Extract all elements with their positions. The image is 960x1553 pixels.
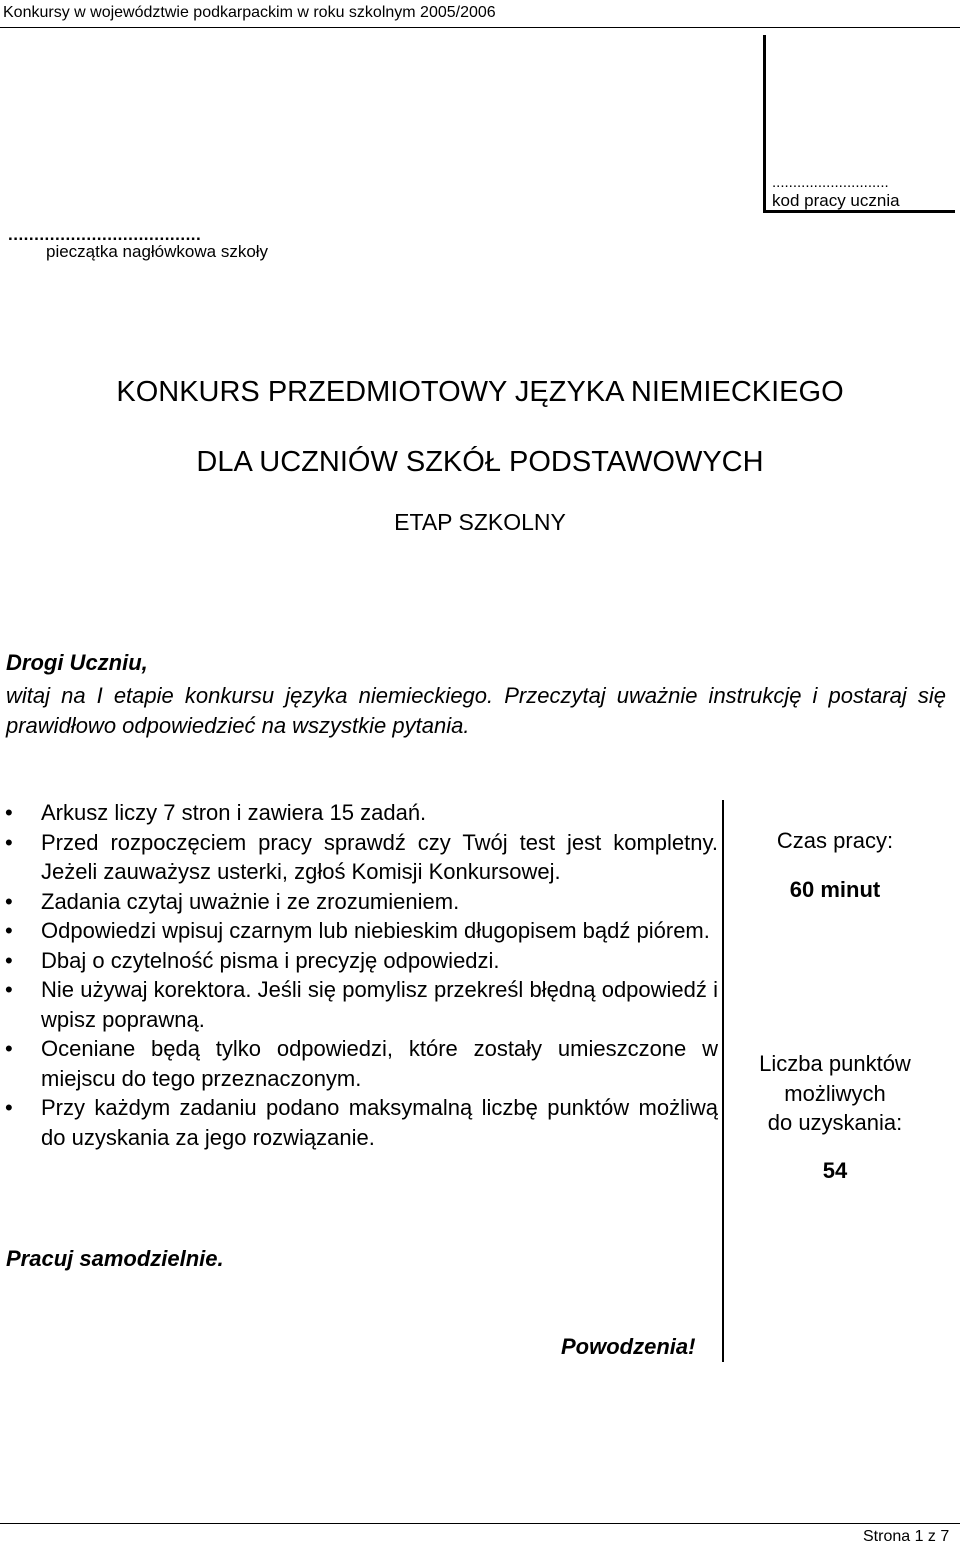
points-label [730,1049,940,1138]
rules-list [0,798,718,1152]
title-line-1: KONKURS PRZEDMIOTOWY JĘZYKA NIEMIECKIEGO [116,376,844,408]
rule-item: • Nie używaj korektora. Jeśli się pomylisz przekreśl błędną odpowiedź i wpisz poprawną. [0,975,718,1034]
page-number: Strona 1 z 7 [863,1528,950,1545]
good-luck-note: Powodzenia! [561,1334,696,1359]
vertical-divider [722,800,724,1362]
code-box-dots: ............................ [772,174,889,191]
points-value: 54 [822,1158,848,1183]
code-box-left-border [763,35,766,213]
greeting: Drogi Uczniu, [6,650,148,675]
time-label: Czas pracy: [776,828,894,853]
stamp-label: pieczątka nagłówkowa szkoły [46,242,269,261]
work-alone-note: Pracuj samodzielnie. [6,1246,224,1271]
points-label-line: do uzyskania: [767,1110,903,1135]
rule-item: • Przed rozpoczęciem pracy sprawdź czy Twój test jest kompletny. Jeżeli zauważysz usterki, zgłoś Komisji Konkursowej. [0,828,718,887]
footer-rule [0,1523,960,1524]
rule-item: • Odpowiedzi wpisuj czarnym lub niebieskim długopisem bądź piórem. [0,916,718,946]
intro-text: witaj na I etapie konkursu języka niemieckiego. Przeczytaj uważnie instrukcję i postaraj się prawidłowo odpowiedzieć na wszystkie pytania. [6,683,946,738]
points-label-line: Liczba punktów [759,1051,911,1076]
title-line-2: DLA UCZNIÓW SZKÓŁ PODSTAWOWYCH [196,446,764,478]
rule-item: • Przy każdym zadaniu podano maksymalną liczbę punktów możliwą do uzyskania za jego rozwiązanie. [0,1093,718,1152]
rule-item: • Zadania czytaj uważnie i ze zrozumieniem. [0,887,718,917]
rule-item: • Dbaj o czytelność pisma i precyzję odpowiedzi. [0,946,718,976]
code-box-label: kod pracy ucznia [772,191,900,210]
stamp-dots: ..................................... [8,225,202,244]
title-line-3: ETAP SZKOLNY [394,509,566,535]
time-value: 60 minut [789,877,881,902]
rule-item: • Arkusz liczy 7 stron i zawiera 15 zadań. [0,798,718,828]
running-header: Konkursy w województwie podkarpackim w roku szkolnym 2005/2006 [3,4,496,21]
header-rule [0,27,960,28]
points-label-line: możliwych [784,1080,886,1106]
rule-item: • Oceniane będą tylko odpowiedzi, które zostały umieszczone w miejscu do tego przeznaczonym. [0,1034,718,1093]
